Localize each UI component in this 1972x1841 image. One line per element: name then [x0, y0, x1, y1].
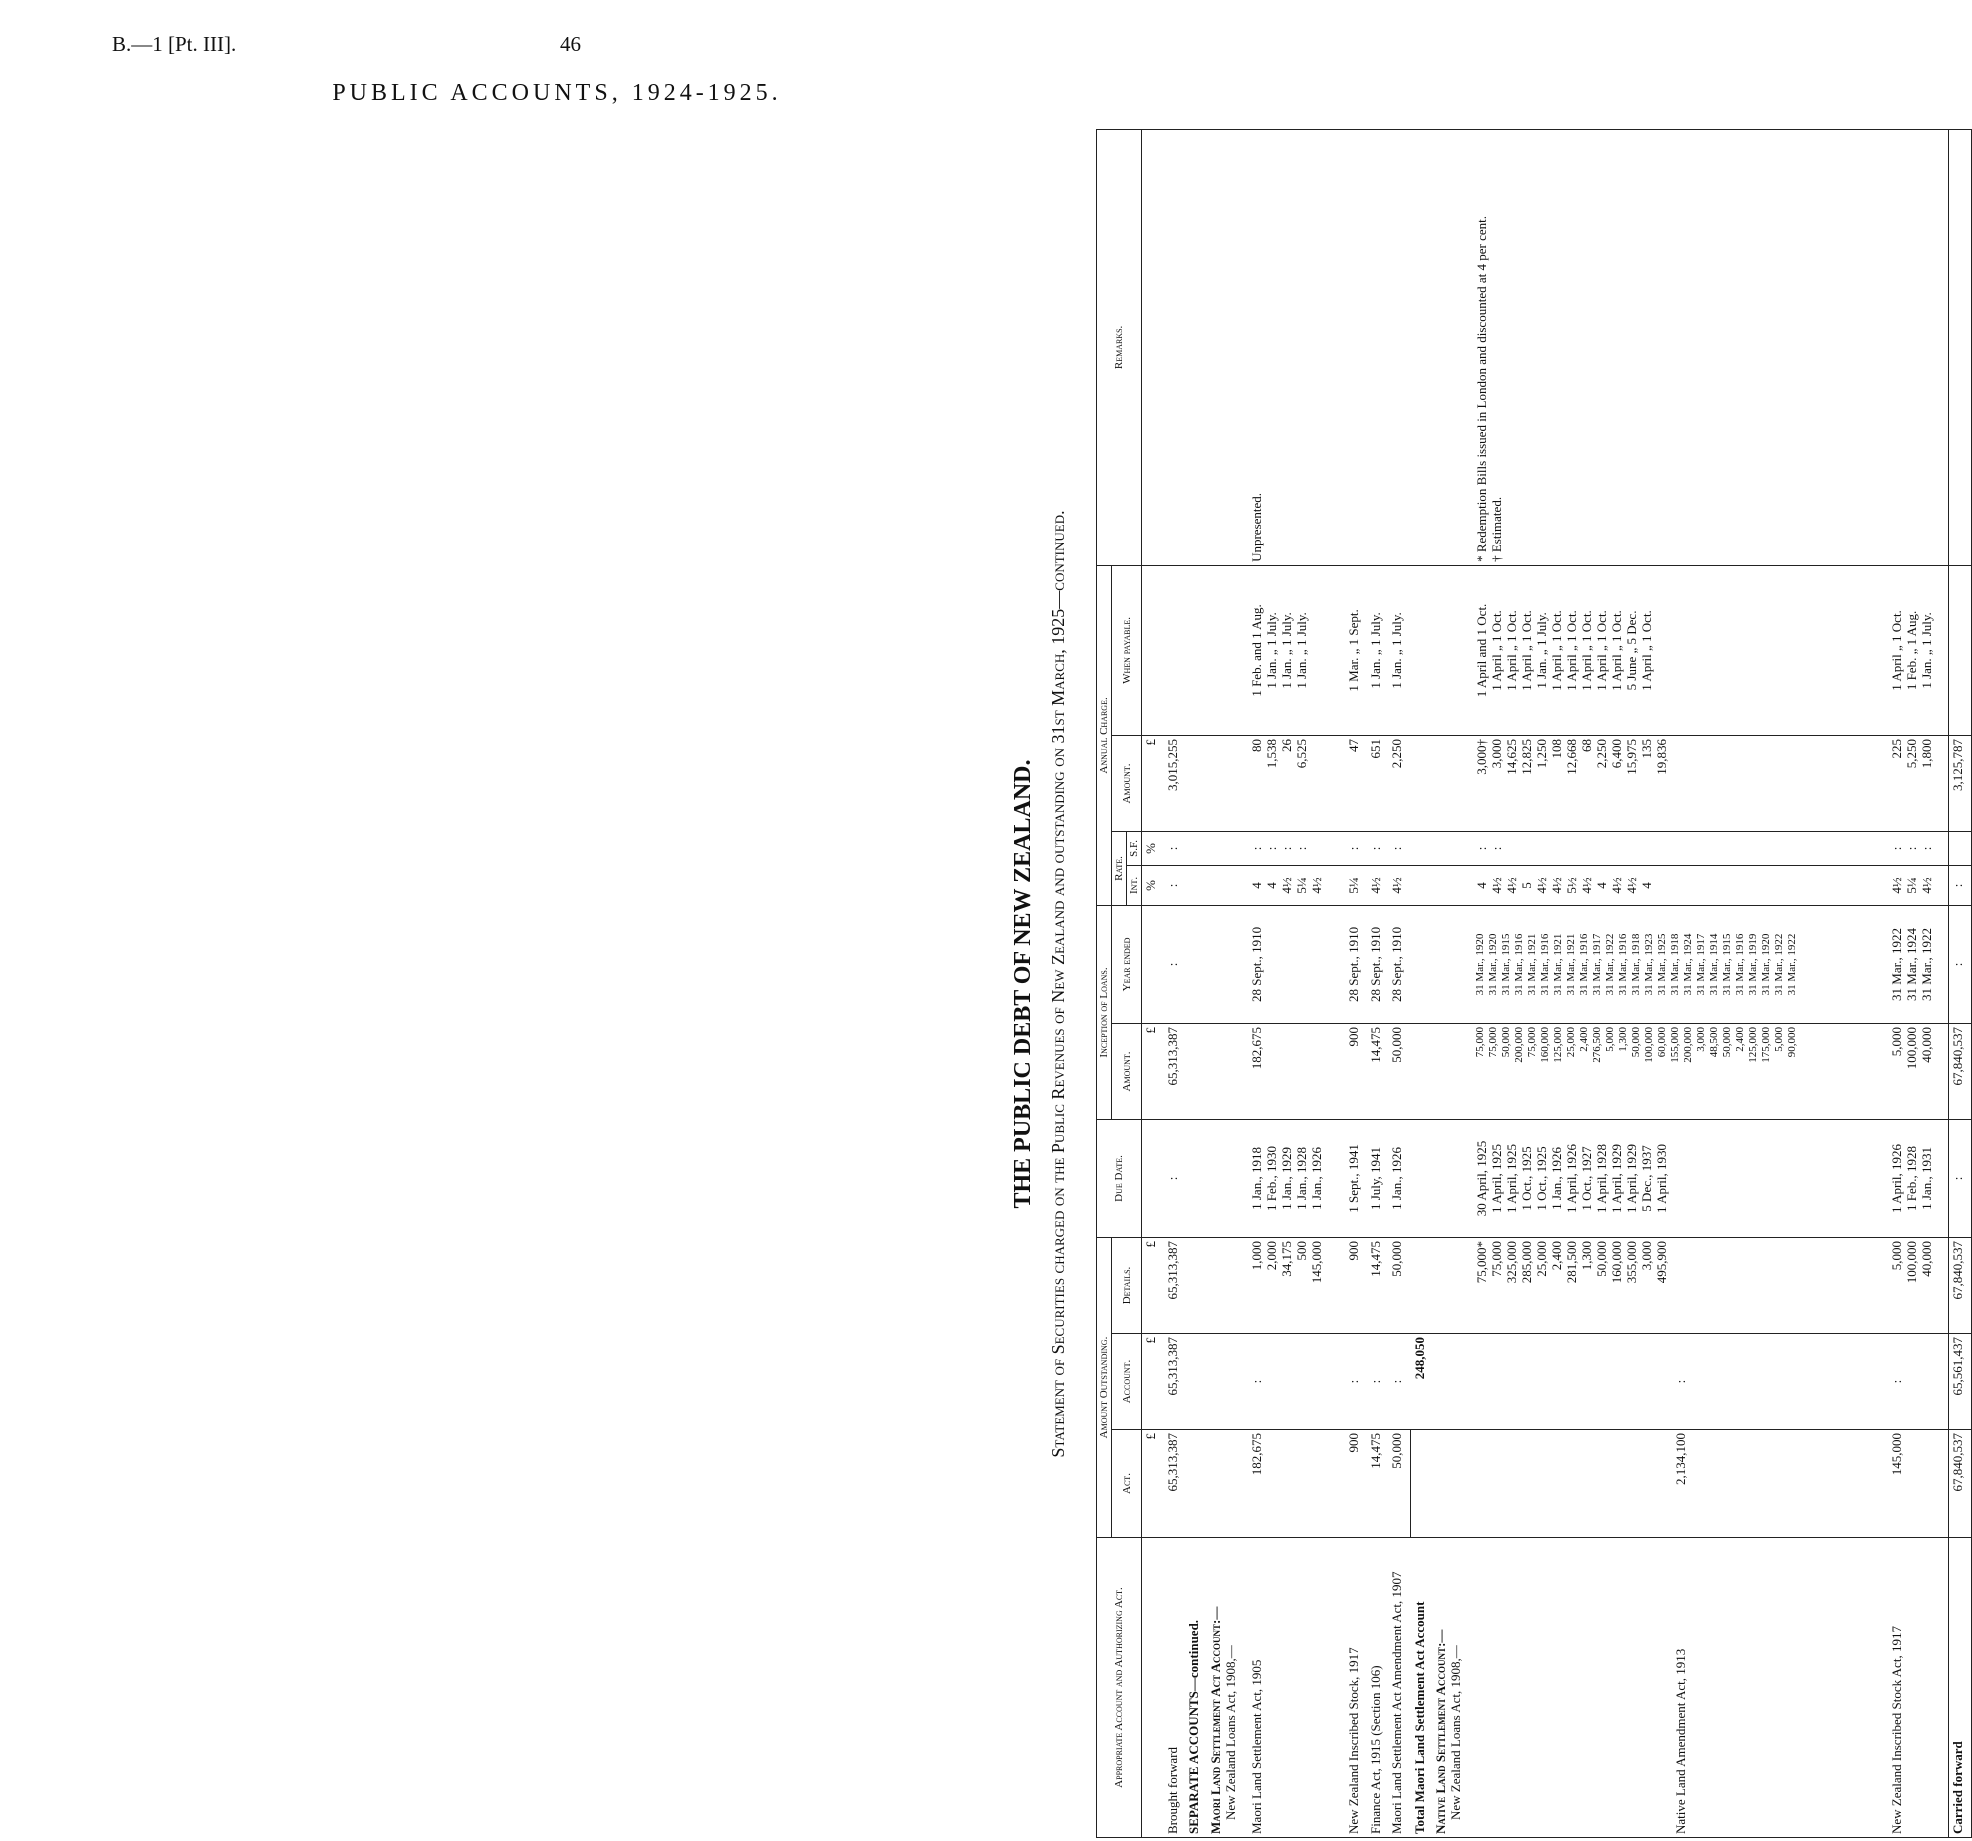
int-rate: 4½: [1919, 877, 1935, 894]
native-account-heading: Native Land Settlement Account:—: [1433, 1629, 1449, 1834]
year-ended: 31 Mar., 1924: [1904, 927, 1920, 1001]
inc-amount: 155,000: [1668, 1026, 1681, 1063]
nz-1917a-account-colon: :: [1345, 1334, 1367, 1430]
year-ended: 31 Mar., 1925: [1655, 933, 1668, 996]
col-rate-sf: S.F.: [1127, 831, 1142, 865]
sf-colon: :: [1488, 846, 1504, 851]
annual-amount: 12,668: [1563, 738, 1579, 775]
maori-1907-details: 50,000: [1388, 1237, 1410, 1333]
brought-forward-label: Brought forward: [1164, 1538, 1186, 1838]
public-debt-table: [1096, 129, 1972, 1838]
sf-colon: :: [1293, 846, 1309, 851]
carried-forward-label: Carried forward: [1949, 1538, 1972, 1838]
when-payable: 5 June „ 5 Dec.: [1623, 610, 1639, 691]
when-payable: 1 April „ 1 Oct.: [1548, 610, 1564, 691]
bf-details: 65,313,387: [1164, 1237, 1186, 1333]
unit-pound: £: [1142, 735, 1164, 831]
year-ended: 31 Mar., 1915: [1720, 933, 1733, 996]
maori-1905-year: 28 Sept., 1910: [1248, 905, 1346, 1023]
year-ended: 31 Mar., 1921: [1564, 933, 1577, 996]
total-maori-label: Total Maori Land Settlement Act Account: [1411, 1538, 1433, 1838]
detail-value: 355,000: [1623, 1240, 1639, 1284]
nz-1917b-label: New Zealand Inscribed Stock Act, 1917: [1888, 1538, 1948, 1838]
col-inception: Inception of Loans.: [1097, 905, 1112, 1119]
maori-1907-ac: 2,250: [1388, 735, 1410, 831]
inc-amount: 90,000: [1785, 1026, 1798, 1058]
when-payable: 1 April „ 1 Oct.: [1518, 610, 1534, 691]
cf-due-colon: :: [1949, 1119, 1972, 1237]
sf-colon: :: [1919, 846, 1935, 851]
due-date: 1 April, 1926: [1889, 1143, 1905, 1213]
native-loans-act: New Zealand Loans Act, 1908,—: [1448, 1645, 1464, 1820]
sf-colon: :: [1263, 846, 1279, 851]
annual-amount: 15,975: [1623, 738, 1639, 775]
due-date: 1 April, 1928: [1593, 1143, 1609, 1213]
int-rate: 4½: [1278, 877, 1294, 894]
running-title: PUBLIC ACCOUNTS, 1924-1925.: [332, 80, 782, 106]
maori-1907-due: 1 Jan., 1926: [1388, 1119, 1410, 1237]
year-ended: 31 Mar., 1922: [1772, 933, 1785, 996]
detail-value: 1,300: [1578, 1240, 1594, 1271]
int-rate: 4: [1473, 882, 1489, 889]
detail-value: 100,000: [1904, 1240, 1920, 1284]
year-ended: 31 Mar., 1917: [1590, 933, 1603, 996]
carried-forward-row: [1949, 129, 1972, 1837]
annual-amount: 1,538: [1263, 738, 1279, 769]
statement-subtitle: Statement of Securities charged on the Public Revenues of New Zealand and outstanding on 31st March, 1925—continued.: [1048, 510, 1068, 1458]
brought-forward-row: [1164, 129, 1186, 1837]
due-date: 30 April, 1925: [1473, 1140, 1489, 1217]
bf-account: 65,313,387: [1164, 1334, 1186, 1430]
unit-pound: £: [1142, 1430, 1164, 1538]
nz-1917a-inc: 900: [1345, 1023, 1367, 1119]
detail-value: 2,000: [1263, 1240, 1279, 1271]
due-date: 1 April, 1926: [1563, 1143, 1579, 1213]
inc-amount: 25,000: [1564, 1026, 1577, 1058]
when-payable: 1 April „ 1 Oct.: [1608, 610, 1624, 691]
int-rate: 4½: [1578, 877, 1594, 894]
due-date: 1 Jan., 1931: [1919, 1147, 1935, 1210]
table-row: [1185, 129, 1207, 1837]
detail-value: 500: [1293, 1240, 1309, 1261]
col-details: Details.: [1112, 1237, 1142, 1333]
table-row: [1473, 129, 1888, 1837]
fin-1915-sf: :: [1367, 831, 1389, 865]
int-rate: 4: [1248, 882, 1264, 889]
year-ended: 31 Mar., 1922: [1889, 927, 1905, 1001]
annual-amount: 135: [1638, 738, 1654, 759]
due-date: 1 Jan., 1926: [1548, 1147, 1564, 1210]
detail-value: 160,000: [1608, 1240, 1624, 1284]
fin-1915-ac: 651: [1367, 735, 1389, 831]
detail-value: 40,000: [1919, 1240, 1935, 1277]
maori-1907-int: 4½: [1388, 865, 1410, 905]
int-rate: 5: [1518, 882, 1534, 889]
inc-amount: 75,000: [1473, 1026, 1486, 1058]
due-date: 1 Oct., 1925: [1518, 1146, 1534, 1211]
col-when-payable: When payable.: [1112, 565, 1142, 735]
int-rate: 4: [1593, 882, 1609, 889]
inc-amount: 75,000: [1486, 1026, 1499, 1058]
page-number: 46: [560, 32, 581, 56]
unit-pound: £: [1142, 1334, 1164, 1430]
int-rate: 4: [1638, 882, 1654, 889]
due-date: 1 April, 1929: [1608, 1143, 1624, 1213]
fin-1915-int: 4½: [1367, 865, 1389, 905]
maori-1905-label: Maori Land Settlement Act, 1905: [1248, 1538, 1346, 1838]
detail-value: 281,500: [1563, 1240, 1579, 1284]
table-row: [1432, 129, 1473, 1837]
when-payable: 1 April „ 1 Oct.: [1889, 610, 1905, 691]
nz-1917a-act: 900: [1345, 1430, 1367, 1538]
fin-1915-year: 28 Sept., 1910: [1367, 905, 1389, 1023]
year-ended: 31 Mar., 1916: [1538, 933, 1551, 996]
year-ended: 31 Mar., 1924: [1681, 933, 1694, 996]
annual-amount: 108: [1548, 738, 1564, 759]
year-ended: 31 Mar., 1918: [1629, 933, 1642, 996]
when-payable: 1 April „ 1 Oct.: [1563, 610, 1579, 691]
maori-1907-year: 28 Sept., 1910: [1388, 905, 1410, 1023]
maori-1905-act: 182,675: [1248, 1430, 1346, 1538]
cf-ac-amount: 3,125,787: [1949, 735, 1972, 831]
int-rate: 4½: [1533, 877, 1549, 894]
due-date: 1 Jan., 1928: [1293, 1147, 1309, 1210]
annual-amount: 26: [1278, 738, 1294, 752]
sf-colon: :: [1904, 846, 1920, 851]
inc-amount: 48,500: [1707, 1026, 1720, 1058]
remark-redemption-bills: * Redemption Bills issued in London and discounted at 4 per cent.: [1473, 216, 1489, 562]
cf-int-colon: :: [1949, 865, 1972, 905]
maori-1907-when: 1 Jan. „ 1 July.: [1388, 565, 1410, 735]
sf-colon: :: [1278, 846, 1294, 851]
inc-amount: 100,000: [1904, 1026, 1920, 1070]
inc-amount: 2,400: [1577, 1026, 1590, 1052]
table-row: [1411, 129, 1433, 1837]
table-row: [1207, 129, 1248, 1837]
int-rate: 5¼: [1904, 877, 1920, 894]
nz-1917b-act: 145,000: [1888, 1430, 1948, 1538]
annual-amount: 2,250: [1593, 738, 1609, 769]
inc-amount: 75,000: [1525, 1026, 1538, 1058]
when-payable: 1 April „ 1 Oct.: [1488, 610, 1504, 691]
col-account: Appropriate Account and Authorizing Act.: [1097, 1538, 1142, 1838]
inc-amount: 160,000: [1538, 1026, 1551, 1063]
annual-amount: 3,000†: [1473, 738, 1489, 775]
separate-accounts-heading: SEPARATE ACCOUNTS—continued.: [1185, 1538, 1207, 1838]
inc-amount: 125,000: [1551, 1026, 1564, 1063]
inc-amount: 60,000: [1655, 1026, 1668, 1058]
detail-value: 2,400: [1548, 1240, 1564, 1271]
total-maori-account: 248,050: [1411, 1334, 1433, 1430]
unit-percent: %: [1142, 865, 1164, 905]
year-ended: 31 Mar., 1923: [1642, 933, 1655, 996]
year-ended: 31 Mar., 1915: [1499, 933, 1512, 996]
table-row: [1888, 129, 1948, 1837]
col-inc-amount: Amount.: [1112, 1023, 1142, 1119]
sf-colon: :: [1473, 846, 1489, 851]
annual-amount: 225: [1889, 738, 1905, 759]
annual-amount: 14,625: [1503, 738, 1519, 775]
annual-amount: 1,250: [1533, 738, 1549, 769]
due-date: 1 Jan., 1918: [1248, 1147, 1264, 1210]
col-remarks: Remarks.: [1097, 129, 1142, 565]
year-ended: 31 Mar., 1914: [1707, 933, 1720, 996]
sf-colon: :: [1889, 846, 1905, 851]
bf-act: 65,313,387: [1164, 1430, 1186, 1538]
when-payable: 1 April „ 1 Oct.: [1503, 610, 1519, 691]
due-date: 1 Jan., 1929: [1278, 1147, 1294, 1210]
detail-value: 25,000: [1533, 1240, 1549, 1277]
nz-1917a-details: 900: [1345, 1237, 1367, 1333]
inc-amount: 50,000: [1499, 1026, 1512, 1058]
year-ended: 31 Mar., 1916: [1577, 933, 1590, 996]
year-ended: 31 Mar., 1922: [1603, 933, 1616, 996]
year-ended: 31 Mar., 1916: [1733, 933, 1746, 996]
fin-1915-details: 14,475: [1367, 1237, 1389, 1333]
due-date: 1 April, 1925: [1503, 1143, 1519, 1213]
annual-amount: 68: [1578, 738, 1594, 752]
due-date: 1 Oct., 1925: [1533, 1146, 1549, 1211]
nz-1917b-account-colon: :: [1888, 1334, 1948, 1430]
detail-value: 285,000: [1518, 1240, 1534, 1284]
nz-1917a-label: New Zealand Inscribed Stock, 1917: [1345, 1538, 1367, 1838]
when-payable: 1 April „ 1 Oct.: [1638, 610, 1654, 691]
fin-1915-inc: 14,475: [1367, 1023, 1389, 1119]
col-annual-charge: Annual Charge.: [1097, 565, 1112, 905]
year-ended: 31 Mar., 1919: [1746, 933, 1759, 996]
inc-amount: 3,000: [1694, 1026, 1707, 1052]
due-date: 1 Feb., 1928: [1904, 1145, 1920, 1211]
when-payable: 1 April „ 1 Oct.: [1578, 610, 1594, 691]
col-rate-int: Int.: [1127, 865, 1142, 905]
nz-1917a-year: 28 Sept., 1910: [1345, 905, 1367, 1023]
when-payable: 1 Jan. „ 1 July.: [1263, 612, 1279, 689]
when-payable: 1 Jan. „ 1 July.: [1293, 612, 1309, 689]
due-date: 1 Oct., 1927: [1578, 1146, 1594, 1211]
col-account-amt: Account.: [1112, 1334, 1142, 1430]
unit-pound: £: [1142, 1237, 1164, 1333]
table-row: [1388, 129, 1410, 1837]
table-row: [1248, 129, 1346, 1837]
when-payable: 1 Feb. and 1 Aug.: [1248, 604, 1264, 697]
maori-1907-label: Maori Land Settlement Act Amendment Act, 1907: [1388, 1538, 1410, 1838]
inc-amount: 5,000: [1889, 1026, 1905, 1057]
bf-year-colon: :: [1164, 905, 1186, 1023]
maori-loans-act: New Zealand Loans Act, 1908,—: [1222, 1645, 1238, 1820]
int-rate: 4½: [1889, 877, 1905, 894]
rotated-table-page: [1010, 130, 1970, 1838]
table-row: [1367, 129, 1389, 1837]
cf-account: 65,561,437: [1949, 1334, 1972, 1430]
col-rate: Rate.: [1112, 831, 1127, 905]
native-account-colon: :: [1473, 1334, 1888, 1430]
annual-amount: 3,000: [1488, 738, 1504, 769]
annual-amount: 80: [1248, 738, 1264, 752]
detail-value: 50,000: [1593, 1240, 1609, 1277]
due-date: 1 April, 1929: [1623, 1143, 1639, 1213]
int-rate: 4½: [1608, 877, 1624, 894]
due-date: 5 Dec., 1937: [1638, 1145, 1654, 1212]
detail-value: 34,175: [1278, 1240, 1294, 1277]
nz-1917a-sf: :: [1345, 831, 1367, 865]
nz-1917a-ac: 47: [1345, 735, 1367, 831]
inc-amount: 100,000: [1642, 1026, 1655, 1063]
fin-1915-account-colon: :: [1367, 1334, 1389, 1430]
when-payable: 1 Jan. „ 1 July.: [1278, 612, 1294, 689]
due-date: 1 Jan., 1926: [1308, 1147, 1324, 1210]
fin-1915-due: 1 July, 1941: [1367, 1119, 1389, 1237]
detail-value: 1,000: [1248, 1240, 1264, 1271]
bf-int-colon: :: [1164, 865, 1186, 905]
year-ended: 31 Mar., 1921: [1551, 933, 1564, 996]
when-payable: 1 Feb. „ 1 Aug.: [1904, 610, 1920, 691]
maori-account-heading: Maori Land Settlement Act Account:—: [1207, 1606, 1223, 1834]
when-payable: 1 April „ 1 Oct.: [1593, 610, 1609, 691]
year-ended: 31 Mar., 1920: [1759, 933, 1772, 996]
table-row: [1142, 129, 1164, 1837]
cf-details: 67,840,537: [1949, 1237, 1972, 1333]
annual-amount: 5,250: [1904, 738, 1920, 769]
statement-title: THE PUBLIC DEBT OF NEW ZEALAND.: [1010, 759, 1036, 1209]
maori-1907-sf: :: [1388, 831, 1410, 865]
detail-value: 325,000: [1503, 1240, 1519, 1284]
maori-1907-inc: 50,000: [1388, 1023, 1410, 1119]
year-ended: 31 Mar., 1917: [1694, 933, 1707, 996]
detail-value: 75,000: [1488, 1240, 1504, 1277]
due-date: 1 Feb., 1930: [1263, 1145, 1279, 1211]
int-rate: 4½: [1623, 877, 1639, 894]
unit-percent: %: [1142, 831, 1164, 865]
year-ended: 31 Mar., 1920: [1486, 933, 1499, 996]
due-date: 1 April, 1930: [1653, 1143, 1669, 1213]
int-rate: 4½: [1488, 877, 1504, 894]
int-rate: 4: [1263, 882, 1279, 889]
detail-value: 75,000*: [1473, 1240, 1489, 1284]
annual-amount: 19,836: [1653, 738, 1669, 775]
due-date: 1 April, 1925: [1488, 1143, 1504, 1213]
detail-value: 145,000: [1308, 1240, 1324, 1284]
inc-amount: 2,400: [1733, 1026, 1746, 1052]
inc-amount: 50,000: [1629, 1026, 1642, 1058]
col-year-ended: Year ended: [1112, 905, 1142, 1023]
when-payable: 1 Jan. „ 1 July.: [1533, 612, 1549, 689]
cf-act: 67,840,537: [1949, 1430, 1972, 1538]
inc-amount: 276,500: [1590, 1026, 1603, 1063]
nz-1917a-int: 5¼: [1345, 865, 1367, 905]
remark-estimated: † Estimated.: [1488, 496, 1504, 562]
annual-amount: 12,825: [1518, 738, 1534, 775]
fin-1915-label: Finance Act, 1915 (Section 106): [1367, 1538, 1389, 1838]
native-act: 2,134,100: [1473, 1430, 1888, 1538]
year-ended: 31 Mar., 1921: [1525, 933, 1538, 996]
page-ref: B.—1 [Pt. III].: [112, 32, 237, 56]
col-ac-amount: Amount.: [1112, 735, 1142, 831]
maori-1905-inc-amount: 182,675: [1248, 1023, 1346, 1119]
inc-amount: 5,000: [1603, 1026, 1616, 1052]
fin-1915-act: 14,475: [1367, 1430, 1389, 1538]
int-rate: 4½: [1503, 877, 1519, 894]
fin-1915-when: 1 Jan. „ 1 July.: [1367, 565, 1389, 735]
inc-amount: 40,000: [1919, 1026, 1935, 1063]
bf-due-colon: :: [1164, 1119, 1186, 1237]
nz-1917a-when: 1 Mar. „ 1 Sept.: [1345, 565, 1367, 735]
maori-1905-account-colon: :: [1248, 1334, 1346, 1430]
inc-amount: 1,300: [1616, 1026, 1629, 1052]
int-rate: 5¼: [1293, 877, 1309, 894]
annual-amount: 6,525: [1293, 738, 1309, 769]
inc-amount: 50,000: [1720, 1026, 1733, 1058]
col-act: Act.: [1112, 1430, 1142, 1538]
inc-amount: 200,000: [1681, 1026, 1694, 1063]
year-ended: 31 Mar., 1916: [1616, 933, 1629, 996]
inc-amount: 175,000: [1759, 1026, 1772, 1063]
unit-pound: £: [1142, 1023, 1164, 1119]
bf-ac-amount: 3,015,255: [1164, 735, 1186, 831]
inc-amount: 125,000: [1746, 1026, 1759, 1063]
year-ended: 31 Mar., 1922: [1785, 933, 1798, 996]
detail-value: 5,000: [1889, 1240, 1905, 1271]
maori-1907-act: 50,000: [1388, 1430, 1410, 1538]
nz-1917a-due: 1 Sept., 1941: [1345, 1119, 1367, 1237]
table-row: [1345, 129, 1367, 1837]
year-ended: 31 Mar., 1922: [1919, 927, 1935, 1001]
when-payable: 1 April and 1 Oct.: [1473, 603, 1489, 698]
sf-colon: :: [1248, 846, 1264, 851]
inc-amount: 5,000: [1772, 1026, 1785, 1052]
remark-unpresented: Unpresented.: [1248, 129, 1346, 565]
int-rate: 4½: [1548, 877, 1564, 894]
year-ended: 31 Mar., 1916: [1512, 933, 1525, 996]
cf-year-colon: :: [1949, 905, 1972, 1023]
detail-value: 495,900: [1653, 1240, 1669, 1284]
bf-sf-colon: :: [1164, 831, 1186, 865]
col-amount-outstanding: Amount Outstanding.: [1097, 1237, 1112, 1537]
int-rate: 4½: [1308, 877, 1324, 894]
native-label: Native Land Amendment Act, 1913: [1473, 1538, 1888, 1838]
annual-amount: 6,400: [1608, 738, 1624, 769]
annual-amount: 1,800: [1919, 738, 1935, 769]
col-due-date: Due Date.: [1097, 1119, 1142, 1237]
maori-1907-account-colon: :: [1388, 1334, 1410, 1430]
detail-value: 3,000: [1638, 1240, 1654, 1271]
int-rate: 5½: [1563, 877, 1579, 894]
bf-inc-amount: 65,313,387: [1164, 1023, 1186, 1119]
year-ended: 31 Mar., 1918: [1668, 933, 1681, 996]
when-payable: 1 Jan. „ 1 July.: [1919, 612, 1935, 689]
cf-inc-amount: 67,840,537: [1949, 1023, 1972, 1119]
inc-amount: 200,000: [1512, 1026, 1525, 1063]
year-ended: 31 Mar., 1920: [1473, 933, 1486, 996]
